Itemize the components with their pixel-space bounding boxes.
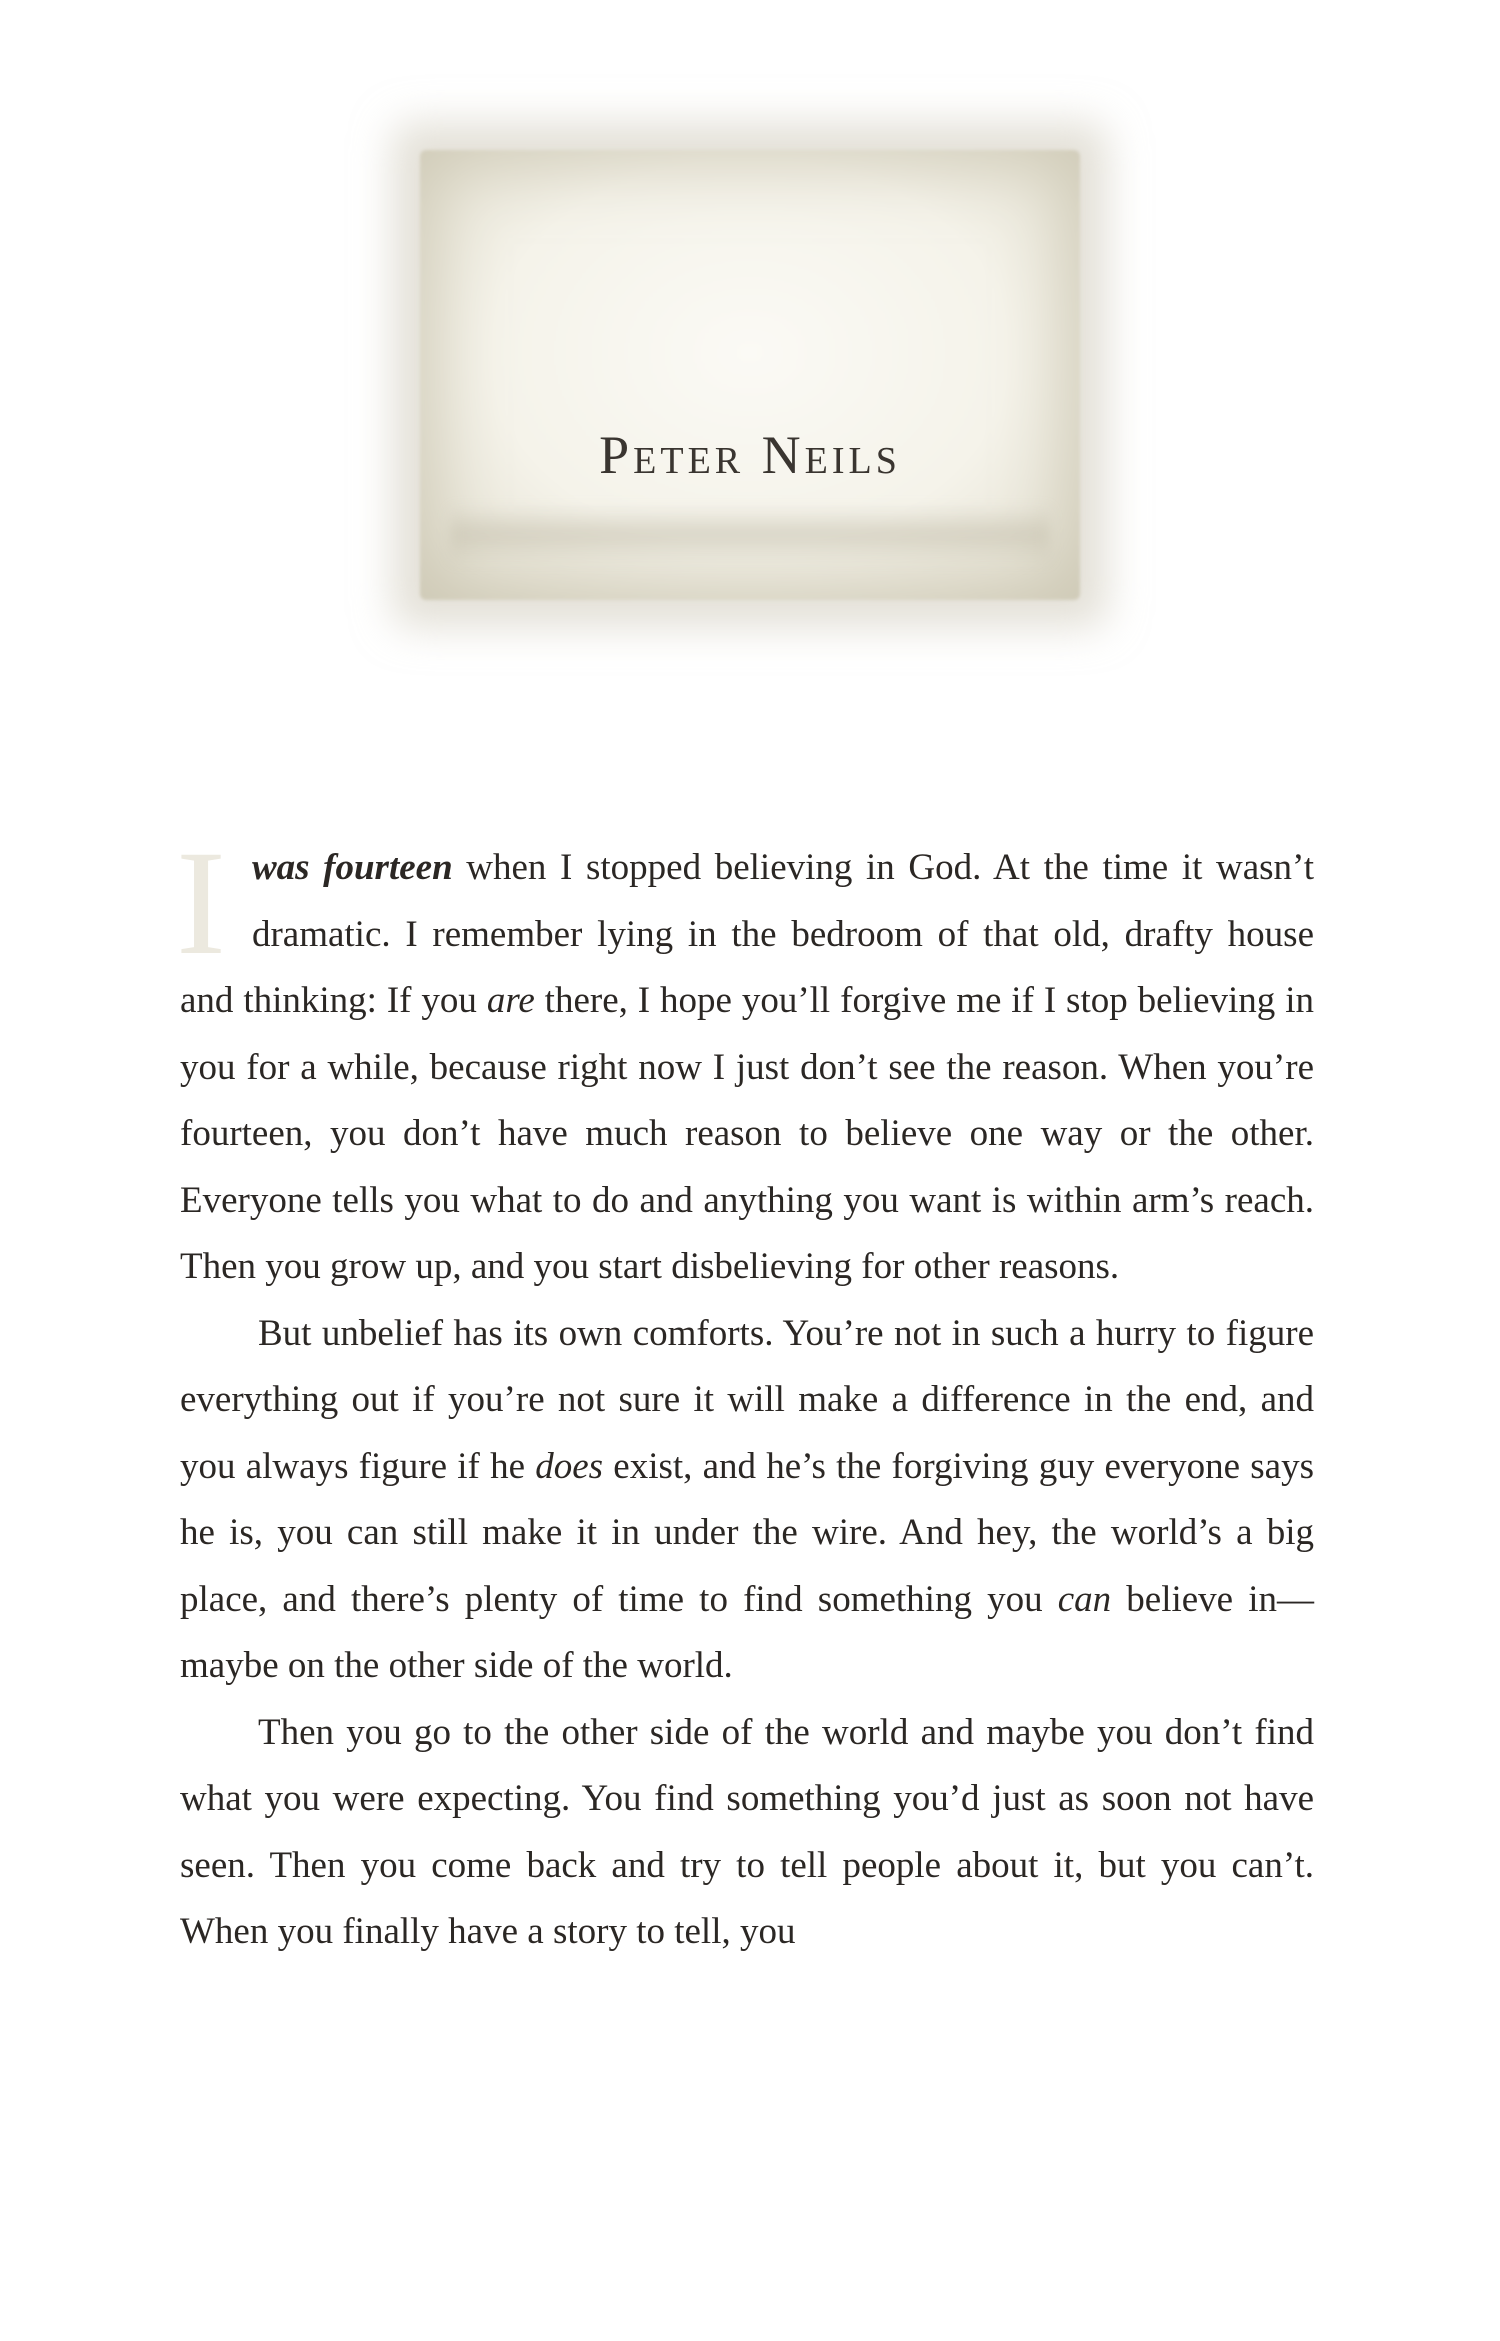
chapter-plate-shading	[450, 505, 1050, 565]
paragraph-2-emphasis-b: can	[1057, 1578, 1112, 1620]
paragraph-1-text-b: there, I hope you’ll forgive me if I stop believing in you for a while, because right now I just don’t see the reason. When you’re fourteen, you don’t have much reason to believe one way or the other. Everyone tells you what to do and anything you want is within arm’s reach. Then you grow up, and you start disbelieving for other reasons.	[180, 980, 1314, 1287]
paragraph-1	[176, 820, 1314, 1301]
paragraph-2-emphasis-a: does	[535, 1445, 604, 1487]
paragraph-2-text-b: exist, and he’s the forgiving guy everyone says he is, you can still make it in under the wire. And hey, the world’s a big place, and there’s plenty of time to find something you	[180, 1445, 1314, 1620]
paragraph-2-text-a: But unbelief has its own comforts. You’re not in such a hurry to figure everything out if you’re not sure it will make a difference in the end, and you always figure if he	[180, 1312, 1314, 1487]
paragraph-3-text: Then you go to the other side of the world and maybe you don’t find what you were expecting. You find something you’d just as soon not have seen. Then you come back and try to tell people about it, but you can’t. When you finally have a story to tell, you	[180, 1711, 1314, 1952]
paragraph-1-text-a: when I stopped believing in God. At the time it wasn’t dramatic. I remember lying in the bedroom of that old, drafty house and thinking: If you	[180, 847, 1314, 1021]
paragraph-1-emphasis: are	[486, 980, 535, 1021]
chapter-body	[176, 820, 1314, 1966]
paragraph-3	[180, 1700, 1314, 1966]
paragraph-2	[180, 1301, 1314, 1700]
paragraph-2-text-c: believe in—maybe on the other side of the world.	[180, 1578, 1314, 1686]
lead-in: was fourteen	[251, 847, 453, 888]
drop-cap: I	[176, 820, 226, 986]
chapter-title: Peter Neils	[599, 425, 901, 485]
